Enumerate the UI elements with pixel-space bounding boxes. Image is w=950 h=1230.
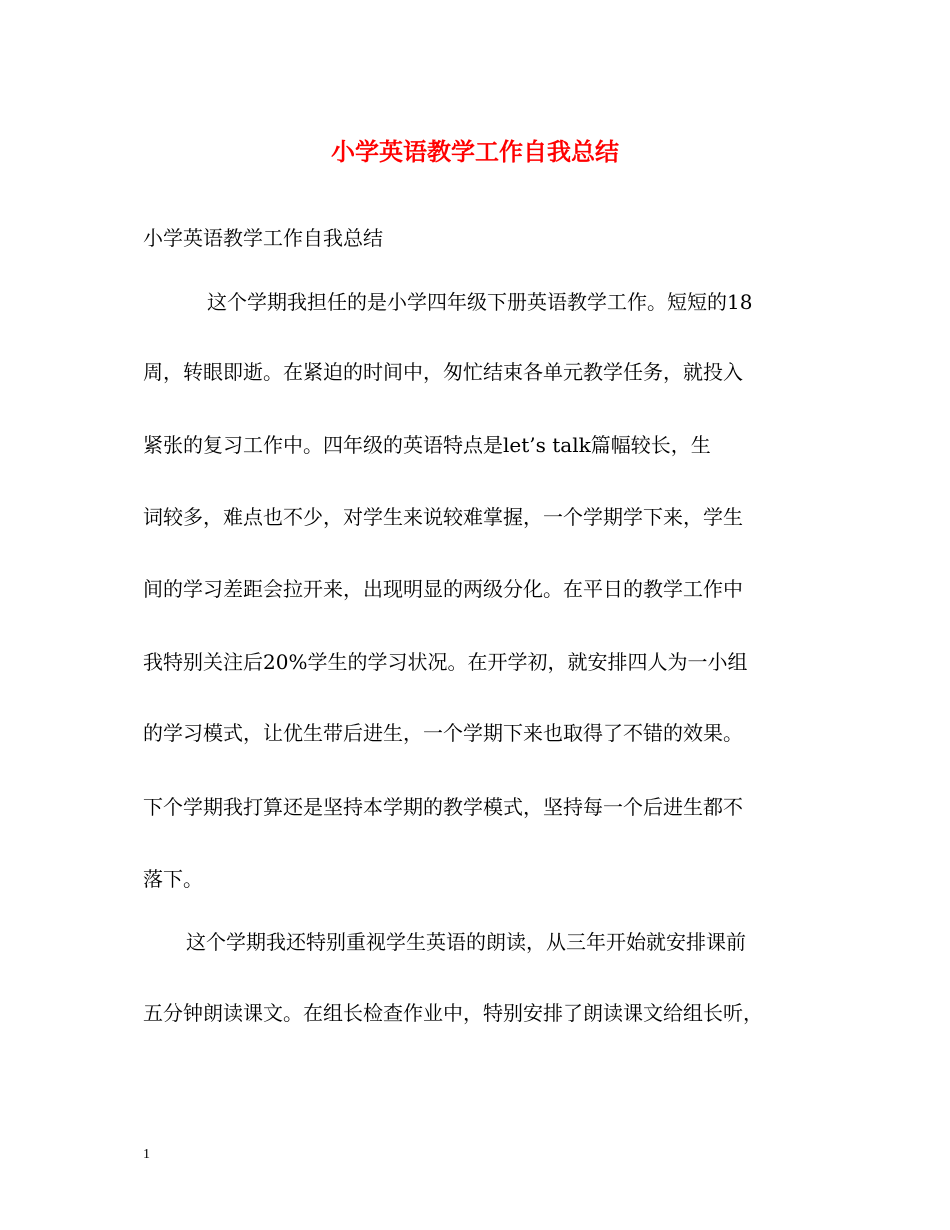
paragraph-1-line-1: 这个学期我担任的是小学四年级下册英语教学工作。短短的18 [207, 290, 753, 314]
paragraph-1-line-7: 的学习模式，让优生带后进生，一个学期下来也取得了不错的效果。 [143, 721, 743, 745]
document-subtitle: 小学英语教学工作自我总结 [143, 226, 383, 250]
document-title: 小学英语教学工作自我总结 [331, 137, 619, 166]
paragraph-1-line-8: 下个学期我打算还是坚持本学期的教学模式，坚持每一个后进生都不 [143, 795, 743, 819]
paragraph-1-line-4: 词较多，难点也不少，对学生来说较难掌握，一个学期学下来，学生 [143, 505, 743, 529]
paragraph-1-line-2: 周，转眼即逝。在紧迫的时间中，匆忙结束各单元教学任务，就投入 [143, 360, 743, 384]
paragraph-1-line-3: 紧张的复习工作中。四年级的英语特点是let’s talk篇幅较长，生 [143, 433, 711, 457]
page-number: 1 [143, 1147, 150, 1162]
paragraph-2-line-1: 这个学期我还特别重视学生英语的朗读，从三年开始就安排课前 [186, 930, 746, 954]
paragraph-2-line-2: 五分钟朗读课文。在组长检查作业中，特别安排了朗读课文给组长听， [143, 1001, 763, 1025]
paragraph-1-line-6: 我特别关注后20%学生的学习状况。在开学初，就安排四人为一小组 [143, 650, 748, 674]
paragraph-1-line-9: 落下。 [143, 867, 203, 891]
paragraph-1-line-5: 间的学习差距会拉开来，出现明显的两级分化。在平日的教学工作中 [143, 577, 743, 601]
